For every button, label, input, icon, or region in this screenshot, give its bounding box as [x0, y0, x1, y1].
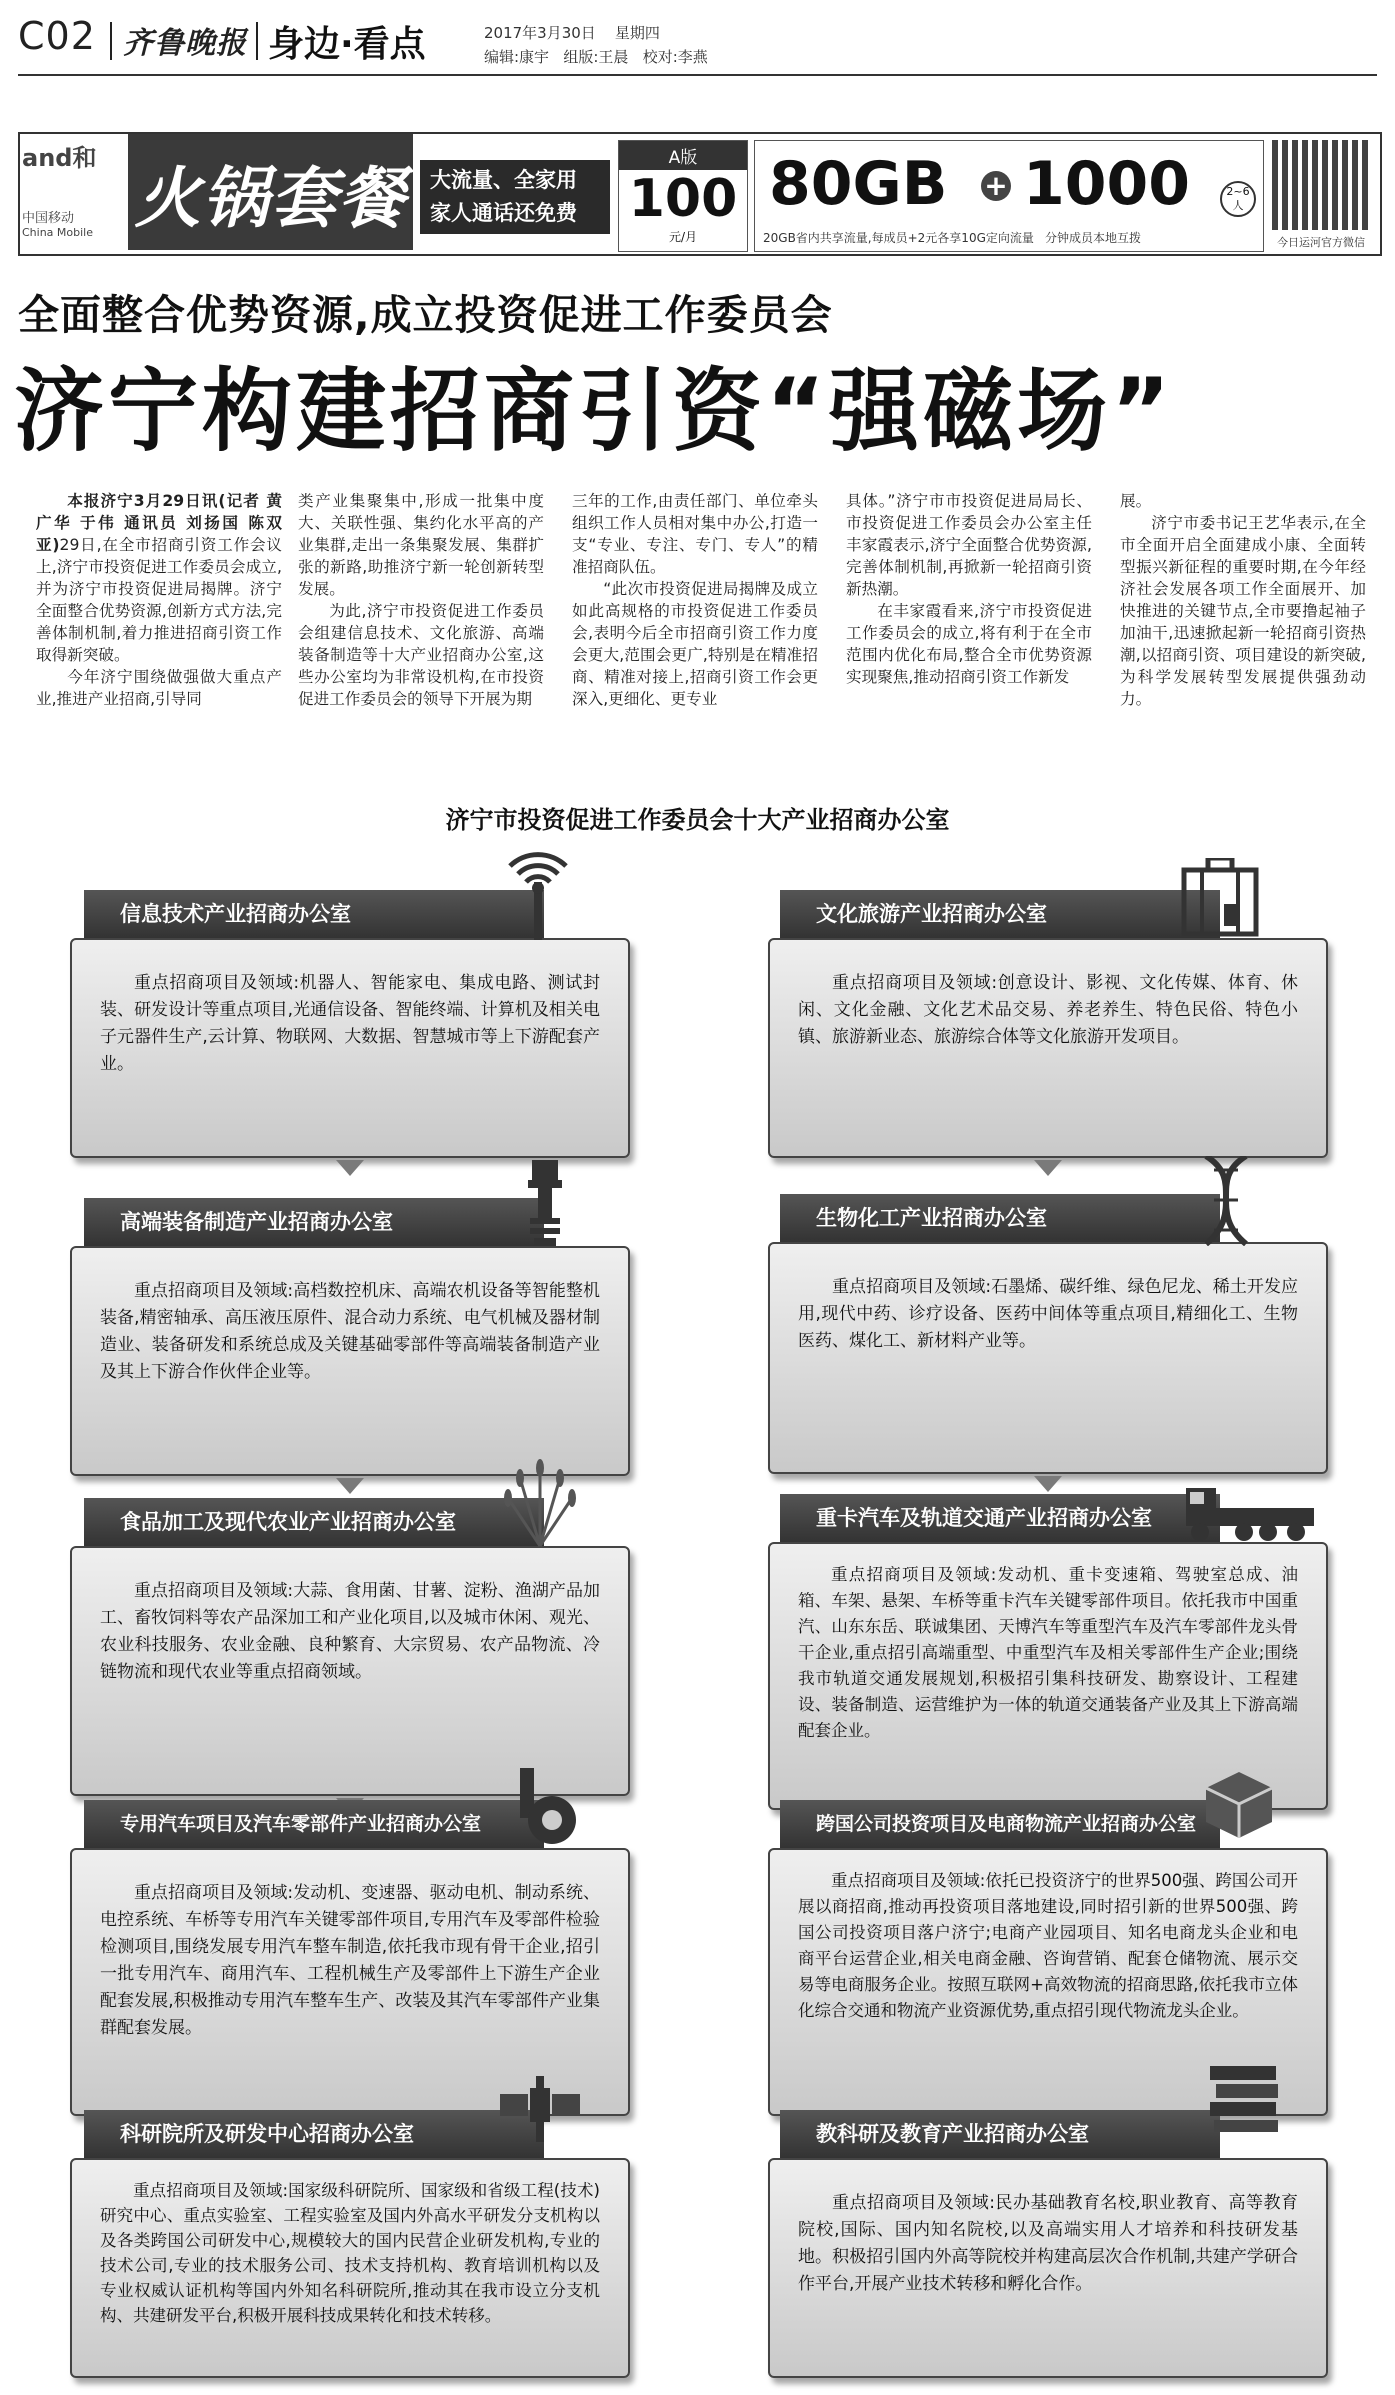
dateline: 本报济宁3月29日讯(记者 黄广华 于伟 通讯员 刘扬国 陈双亚) — [36, 492, 282, 554]
price-unit: 元/月 — [668, 230, 698, 244]
version-label: A版 — [619, 141, 747, 170]
office-title: 科研院所及研发中心招商办公室 — [84, 2110, 544, 2158]
down-arrow-icon — [1034, 1476, 1062, 1492]
plan-details — [754, 140, 1264, 252]
office-card-body — [768, 938, 1328, 1158]
editor: 编辑:康宇 — [484, 48, 550, 66]
newspaper-logo: 齐鲁晚报 — [123, 26, 247, 61]
article-column-5 — [1120, 490, 1366, 710]
office-description: 重点招商项目及领域:创意设计、影视、文化传媒、体育、休闲、文化金融、文化艺术品交易、养老养生、特色民俗、特色小镇、旅游新业态、旅游综合体等文化旅游开发项目。 — [798, 973, 1298, 1047]
luggage-icon — [1180, 858, 1260, 942]
price-box — [618, 140, 748, 252]
office-title: 信息技术产业招商办公室 — [84, 890, 544, 938]
office-description: 重点招商项目及领域:大蒜、食用菌、甘薯、淀粉、渔湖产品加工、畜牧饲料等农产品深加工和产业化项目,以及城市休闲、观光、农业科技服务、农业金融、良种繁育、大宗贸易、农产品物流、冷链物流和现代农业等重点招商领域。 — [100, 1581, 600, 1682]
paragraph: 展。 — [1120, 492, 1152, 510]
header-divider — [110, 22, 112, 60]
main-headline: 济宁构建招商引资“强磁场” — [14, 359, 1175, 464]
ad-slogan — [420, 160, 610, 234]
slogan-line-2: 家人通话还免费 — [430, 201, 577, 225]
china-mobile-brand — [22, 138, 122, 250]
proofreader: 校对:李燕 — [642, 48, 708, 66]
wheat-icon — [500, 1458, 580, 1552]
office-title: 高端装备制造产业招商办公室 — [84, 1198, 544, 1246]
paragraph: 29日,在全市招商引资工作会议上,济宁市投资促进工作委员会成立,并为济宁市投资促进局揭牌。济宁全面整合优势资源,创新方式方法,完善体制机制,着力推进招商引资工作取得新突破。 — [36, 536, 282, 664]
section-title: 身边·看点 — [268, 24, 426, 65]
office-description: 重点招商项目及领域:机器人、智能家电、集成电路、测试封装、研发设计等重点项目,光通信设备、智能终端、计算机及相关电子元器件生产,云计算、物联网、大数据、智慧城市等上下游配套产业。 — [100, 973, 600, 1074]
office-title: 生物化工产业招商办公室 — [780, 1194, 1220, 1242]
office-description: 重点招商项目及领域:依托已投资济宁的世界500强、跨国公司开展以商招商,推动再投资项目落地建设,同时招引新的世界500强、跨国公司投资项目落户济宁;电商产业园项目、知名电商龙头企业和电商平台运营企业,相关电商金融、咨询营销、配套仓储物流、展示交易等电商服务企业。按照互联网+高效物流的招商思路,依托我市立体化综合交通和物流产业资源优势,重点招引现代物流龙头企业。 — [798, 1871, 1298, 2020]
office-title: 食品加工及现代农业产业招商办公室 — [84, 1498, 544, 1546]
weekday: 星期四 — [614, 24, 660, 42]
minutes-note: 分钟成员本地互拨 — [1045, 231, 1142, 245]
article-column-1 — [36, 490, 282, 710]
paragraph: 在丰家霞看来,济宁市投资促进工作委员会的成立,将有利于在全市范围内优化布局,整合全市优势资源实现聚焦,推动招商引资工作新发 — [846, 602, 1092, 686]
paragraph: “此次市投资促进局揭牌及成立如此高规格的市投资促进工作委员会,表明今后全市招商引资工作力度会更大,范围会更广,特别是在精准招商、精准对接上,招商引资工作会更深入,更细化、更专业 — [572, 580, 818, 708]
office-description: 重点招商项目及领域:高档数控机床、高端农机设备等智能整机装备,精密轴承、高压液压原件、混合动力系统、电气机械及器材制造业、装备研发和系统总成及关键基础零部件等高端装备制造产业及其上下游合作伙伴企业等。 — [100, 1281, 600, 1382]
date-line — [484, 22, 660, 43]
product-name: 火锅套餐 — [128, 134, 413, 250]
article-column-3 — [572, 490, 818, 710]
article-column-4 — [846, 490, 1092, 688]
data-note: 20GB省内共享流量,每成员+2元各享10G定向流量 — [763, 231, 1034, 245]
truck-icon — [1186, 1478, 1316, 1552]
office-title: 跨国公司投资项目及电商物流产业招商办公室 — [780, 1800, 1220, 1848]
brand-name-en: China Mobile — [22, 226, 94, 239]
office-description: 重点招商项目及领域:国家级科研院所、国家级和省级工程(技术)研究中心、重点实验室、工程实验室及国内外高水平研发分支机构以及各类跨国公司研发中心,规模较大的国内民营企业研发机构,专业的技术公司,专业的技术服务公司、技术支持机构、教育培训机构以及专业权威认证机构等国内外知名科研院所,推动其在我市设立分支机构、共建研发平台,积极开展科技成果转化和技术转移。 — [100, 2181, 600, 2325]
office-title: 教科研及教育产业招商办公室 — [780, 2110, 1220, 2158]
paragraph: 具体。”济宁市市投资促进局局长、市投资促进工作委员会办公室主任丰家霞表示,济宁全面整合优势资源,完善体制机制,再掀新一轮招商引资新热潮。 — [846, 492, 1092, 598]
paragraph: 济宁市委书记王艺华表示,在全市全面开启全面建成小康、全面转型振兴新征程的重要时期,在今年经济社会发展各项工作全面展开、加快推进的关键节点,全市要撸起袖子加油干,迅速掀起新一轮招商引资热潮,以招商引资、项目建设的新突破,为科学发展转型发展提供强劲动力。 — [1120, 514, 1366, 708]
office-card-body — [768, 1242, 1328, 1474]
data-amount: 80GB — [769, 149, 948, 219]
infographic-title: 济宁市投资促进工作委员会十大产业招商办公室 — [445, 806, 950, 834]
office-card-body — [768, 2158, 1328, 2378]
header-rule — [18, 74, 1377, 76]
minutes-amount: 1000 — [1023, 149, 1190, 219]
signal-tower-icon — [498, 852, 578, 946]
package-box-icon — [1204, 1770, 1274, 1844]
wheel-suspension-icon — [510, 1768, 580, 1852]
office-card-body — [70, 938, 630, 1158]
brand-name: 中国移动 — [22, 211, 75, 226]
article-column-2 — [298, 490, 544, 710]
paragraph: 为此,济宁市投资促进工作委员会组建信息技术、文化旅游、高端装备制造等十大产业招商办公室,这些办公室均为非常设机构,在市投资促进工作委员会的领导下开展为期 — [298, 602, 544, 708]
paragraph: 类产业集聚集中,形成一批集中度大、关联性强、集约化水平高的产业集群,走出一条集聚发展、集群扩张的新路,助推济宁新一轮创新转型发展。 — [298, 492, 544, 598]
office-description: 重点招商项目及领域:发动机、变速器、驱动电机、制动系统、电控系统、车桥等专用汽车关键零部件项目,专用汽车及零部件检验检测项目,围绕发展专用汽车整车制造,依托我市现有骨干企业,招引一批专用汽车、商用汽车、工程机械生产及零部件上下游生产企业配套发展,积极推动专用汽车整车生产、改装及其汽车零部件产业集群配套发展。 — [100, 1883, 600, 2038]
office-card-body — [70, 1246, 630, 1476]
dna-icon — [1196, 1156, 1256, 1250]
books-icon — [1210, 2064, 1280, 2138]
and-logo: and和 — [22, 144, 97, 172]
hydraulic-part-icon — [520, 1160, 570, 1254]
office-card-body — [70, 1546, 630, 1796]
office-description: 重点招商项目及领域:民办基础教育名校,职业教育、高等教育院校,国际、国内知名院校,以及高端实用人才培养和科技研发基地。积极招引国内外高等院校并构建高层次合作机制,共建产学研合作平台,开展产业技术转移和孵化合作。 — [798, 2193, 1298, 2294]
down-arrow-icon — [1034, 1160, 1062, 1176]
qr-code-icon — [1272, 140, 1372, 230]
plus-icon: + — [981, 171, 1011, 201]
down-arrow-icon — [336, 1160, 364, 1176]
office-title: 重卡汽车及轨道交通产业招商办公室 — [780, 1494, 1220, 1542]
qr-caption: 今日运河官方微信 — [1277, 236, 1365, 249]
office-title: 文化旅游产业招商办公室 — [780, 890, 1220, 938]
price-value: 100 — [628, 169, 738, 229]
credits-line — [484, 46, 708, 67]
layout-editor: 组版:王晨 — [563, 48, 629, 66]
office-description: 重点招商项目及领域:发动机、重卡变速箱、驾驶室总成、油箱、车架、悬架、车桥等重卡汽车关键零部件项目。依托我市中国重汽、山东东岳、联诚集团、天博汽车等重型汽车及汽车零部件龙头骨干企业,重点招引高端重型、中重型汽车及相关零部件生产企业;围绕我市轨道交通发展规划,积极招引集科技研发、勘察设计、工程建设、装备制造、运营维护为一体的轨道交通装备产业及其上下游高端配套企业。 — [798, 1565, 1298, 1740]
down-arrow-icon — [336, 1478, 364, 1494]
office-card-body — [70, 2158, 630, 2378]
page-number: C02 — [18, 14, 96, 58]
slogan-line-1: 大流量、全家用 — [430, 168, 577, 192]
kicker-headline: 全面整合优势资源,成立投资促进工作委员会 — [18, 291, 833, 339]
paragraph: 三年的工作,由责任部门、单位牵头组织工作人员相对集中办公,打造一支“专业、专注、专门、专人”的精准招商队伍。 — [572, 492, 818, 576]
office-title: 专用汽车项目及汽车零部件产业招商办公室 — [84, 1800, 544, 1848]
date: 2017年3月30日 — [484, 24, 596, 42]
header-divider — [256, 22, 258, 60]
satellite-icon — [500, 2076, 580, 2150]
members-badge: 2~6人 — [1220, 181, 1256, 217]
paragraph: 今年济宁围绕做强做大重点产业,推进产业招商,引导同 — [36, 668, 282, 708]
office-description: 重点招商项目及领域:石墨烯、碳纤维、绿色尼龙、稀土开发应用,现代中药、诊疗设备、医药中间体等重点项目,精细化工、生物医药、煤化工、新材料产业等。 — [798, 1277, 1298, 1351]
